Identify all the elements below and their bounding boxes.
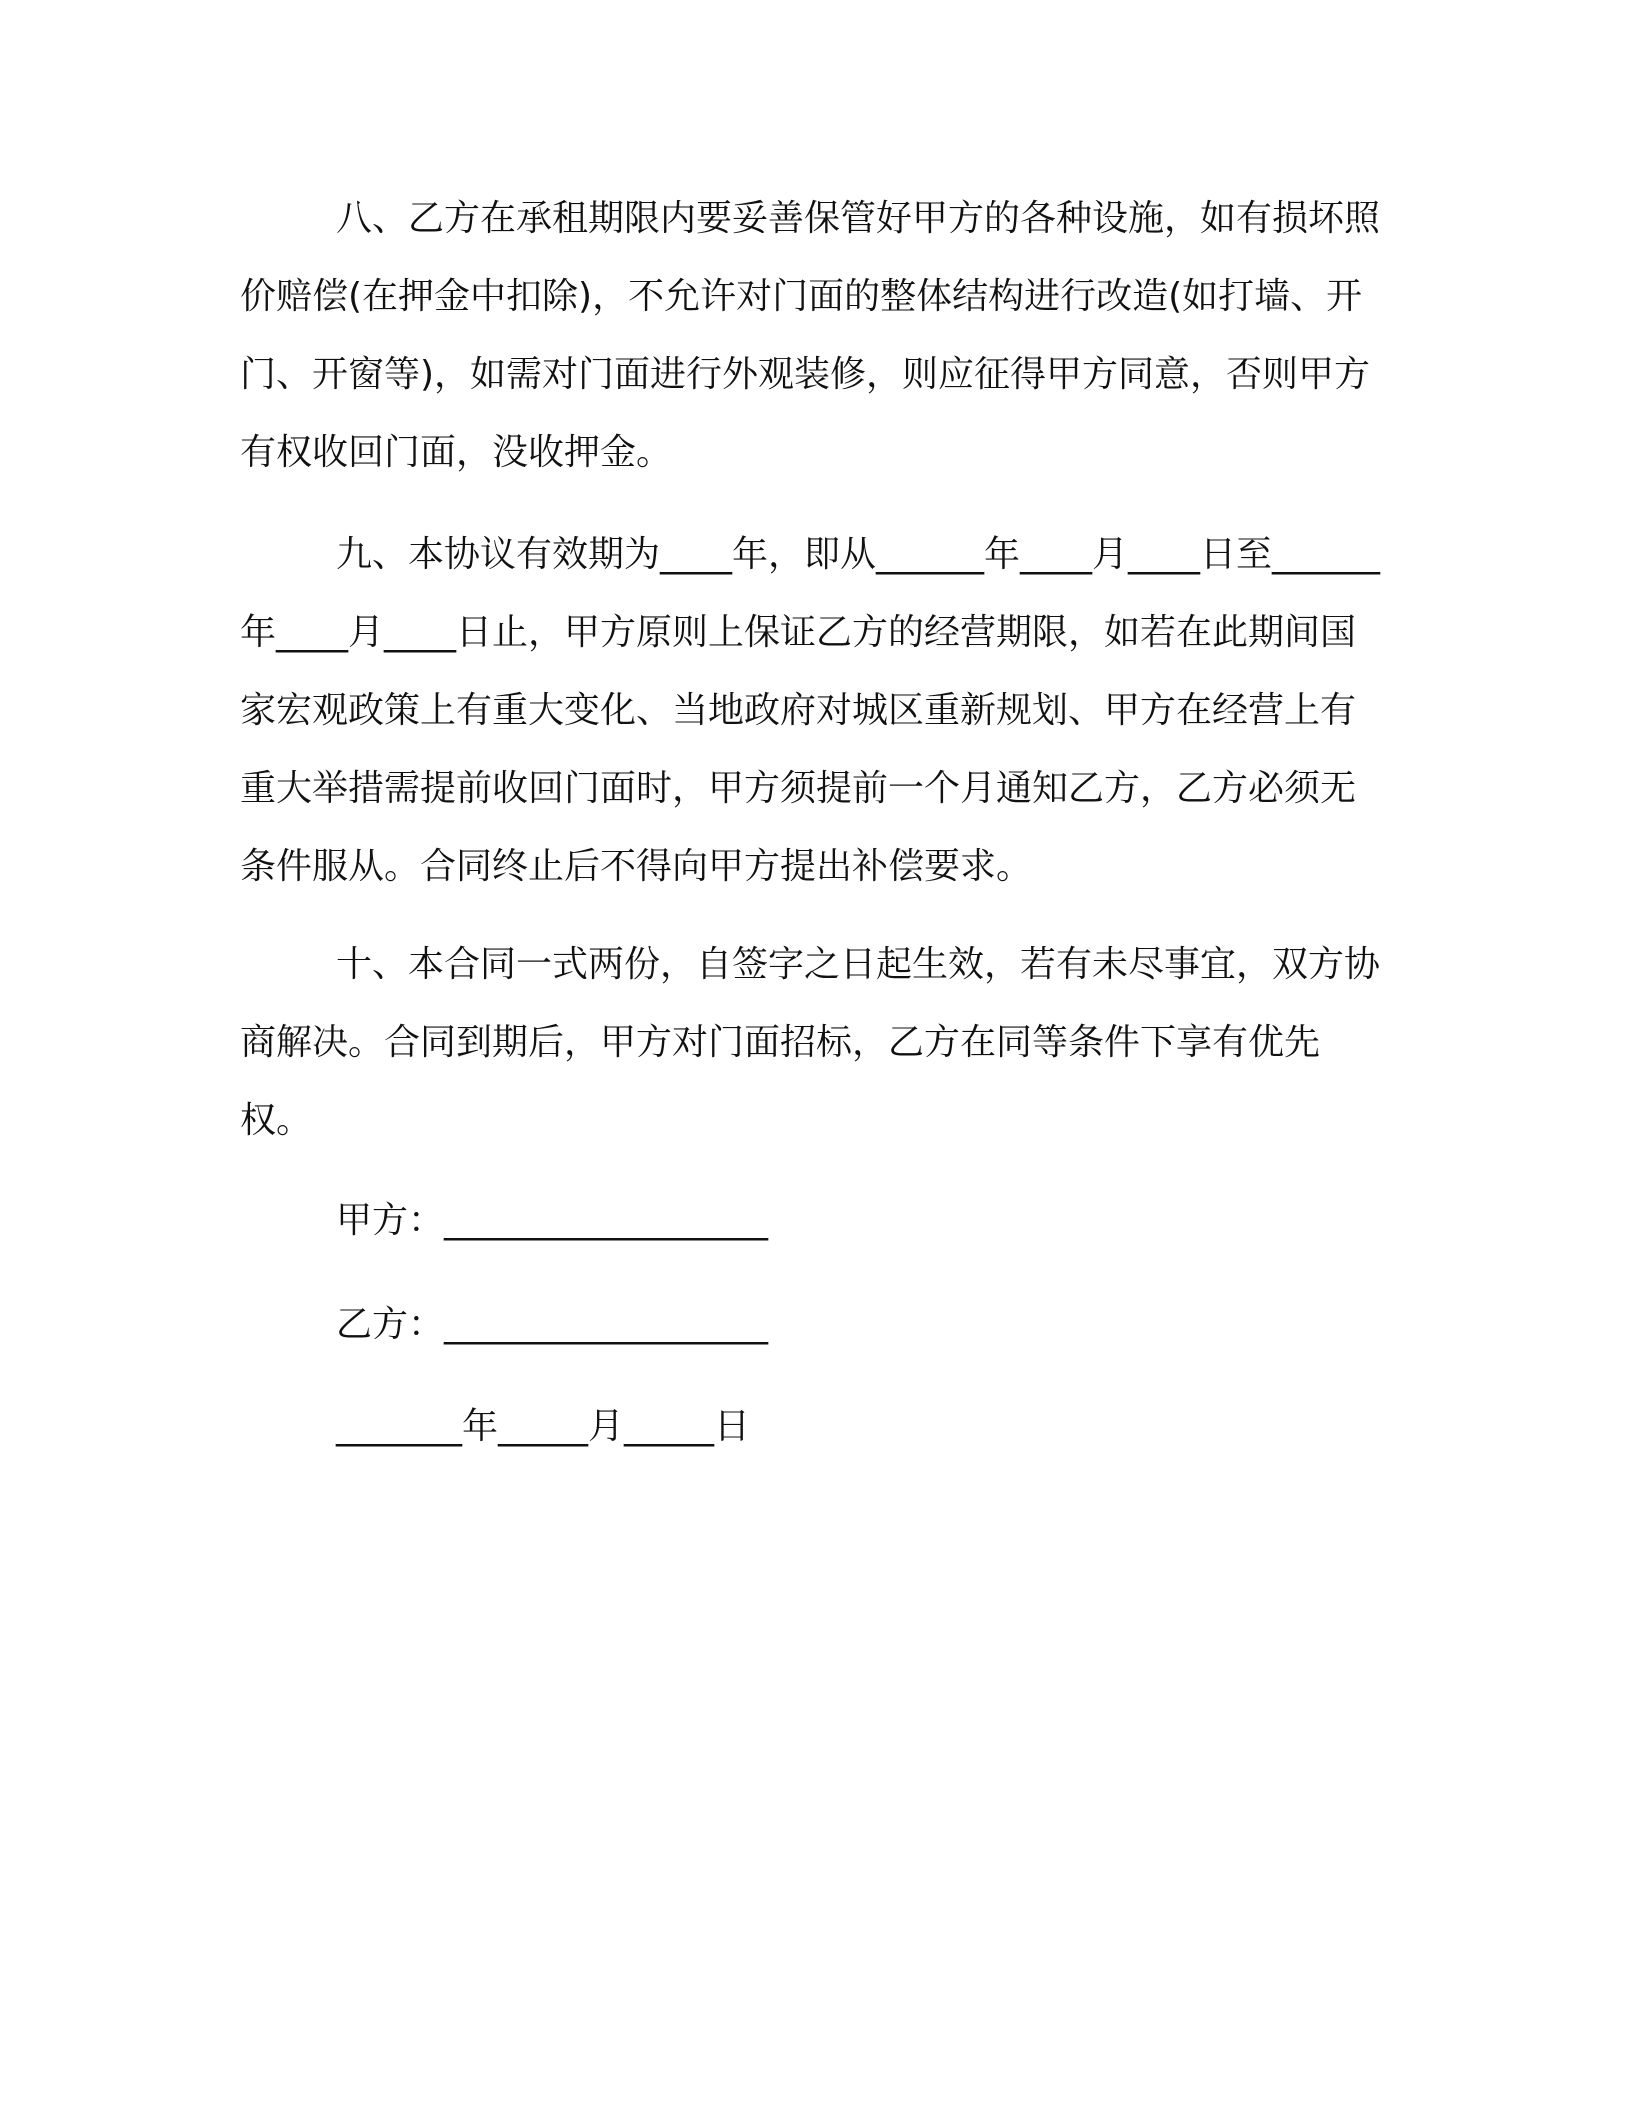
clause-ten: 十、本合同一式两份，自签字之日起生效，若有未尽事宜，双方协商解决。合同到期后，甲方对门面招标，乙方在同等条件下享有优先权。 <box>240 944 1381 1141</box>
signature-date-line: _______年_____月_____日 <box>336 1406 750 1447</box>
clause-eight: 八、乙方在承租期限内要妥善保管好甲方的各种设施，如有损坏照价赔偿(在押金中扣除)，不允许对门面的整体结构进行改造(如打墙、开门、开窗等)，如需对门面进行外观装修，则应征得甲方同意，否则甲方有权收回门面，没收押金。 <box>240 198 1381 473</box>
party-b-signature-line: 乙方：__________________ <box>336 1304 769 1345</box>
clause-nine: 九、本协议有效期为____年，即从______年____月____日至______年____月____日止，甲方原则上保证乙方的经营期限，如若在此期间国家宏观政策上有重大变化、当地政府对城区重新规划、甲方在经营上有重大举措需提前收回门面时，甲方须提前一个月通知乙方，乙方必须无条件服从。合同终止后不得向甲方提出补偿要求。 <box>240 534 1381 887</box>
party-a-signature-line: 甲方：__________________ <box>336 1200 769 1241</box>
